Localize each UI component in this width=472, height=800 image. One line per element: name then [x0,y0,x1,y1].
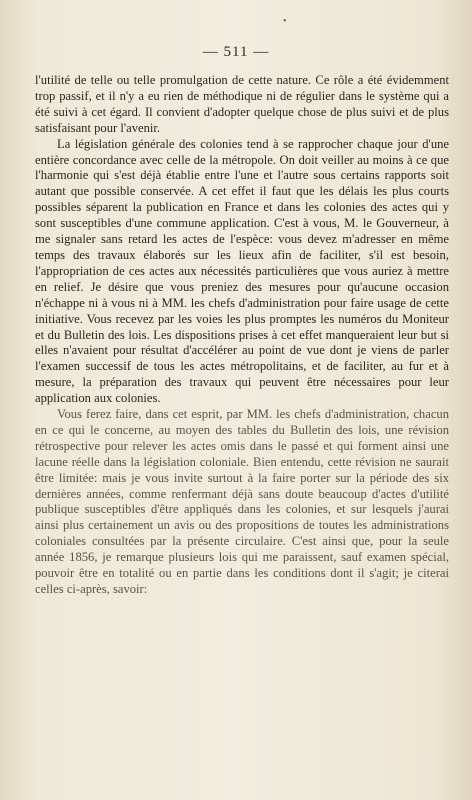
page-number: — 511 — [202,44,270,60]
page-mark: • [283,16,287,27]
paragraph-1: l'utilité de telle ou telle promulgation de cette nature. Ce rôle a été évidemment trop passif, et il n'y a eu rien de méthodique ni de régulier dans le système qui a été suivi à cet égard. Il convient d'adopter quelque chose de plus suivi et de plus satisfaisant pour l'avenir. [35,73,449,135]
paragraph-2: La législation générale des colonies tend à se rapprocher chaque jour d'une entière concordance avec celle de la métropole. On doit veiller au moins à ce que l'harmonie qui s'est déjà établie entre l'une et l'autre sous certains rapports soit autant que possible conservée. A cet effet il faut que les délais les plus courts possibles séparent la publication en France et dans les colonies des actes qui y sont susceptibles d'une commune application. C'est à vous, M. le Gouverneur, à me signaler sans retard les actes de l'espèce: vous devez m'adresser en même temps des travaux élaborés sur les lieux afin de faciliter, s'il est besoin, l'appropriation de ces actes aux nécessités particulières que vous auriez à mettre en relief. Je désire que vous preniez des mesures pour qu'aucune occasion n'échappe ni à vous ni à MM. les chefs d'administration pour faire usage de cette initiative. Vous recevez par les voies les plus promptes les numéros du Moniteur et du Bulletin des lois. Les dispositions prises à cet effet manqueraient leur but si elles n'avaient pour résultat d'accélérer au point de vue dont je viens de parler l'examen successif de tous les actes métropolitains, et de faciliter, au fur et à mesure, la préparation des travaux qui peuvent être nécessaires pour leur application aux colonies. [35,136,449,406]
paragraph-3: Vous ferez faire, dans cet esprit, par MM. les chefs d'administration, chacun en ce qui le concerne, au moyen des tables du Bulletin des lois, une révision rétrospective pour relever les actes omis dans le passé et qui forment ainsi une lacune réelle dans la législation coloniale. Bien entendu, cette révision ne saurait être limitée: mais je vous invite surtout à la faire porter sur la période des six dernières années, comme renfermant déjà sans doute beaucoup d'actes d'utilité publique susceptibles d'être appliqués dans les colonies, et sur lesquels j'aurai ainsi plus certainement un avis ou des propositions de toutes les administrations coloniales consultées par la présente circulaire. C'est ainsi que, pour la seule année 1856, je remarque plusieurs lois qui me paraissent, sauf examen spécial, pouvoir être en totalité ou en partie dans les conditions dont il s'agit; je citerai celles ci-après, savoir: [35,407,449,596]
page-body [35,73,449,598]
